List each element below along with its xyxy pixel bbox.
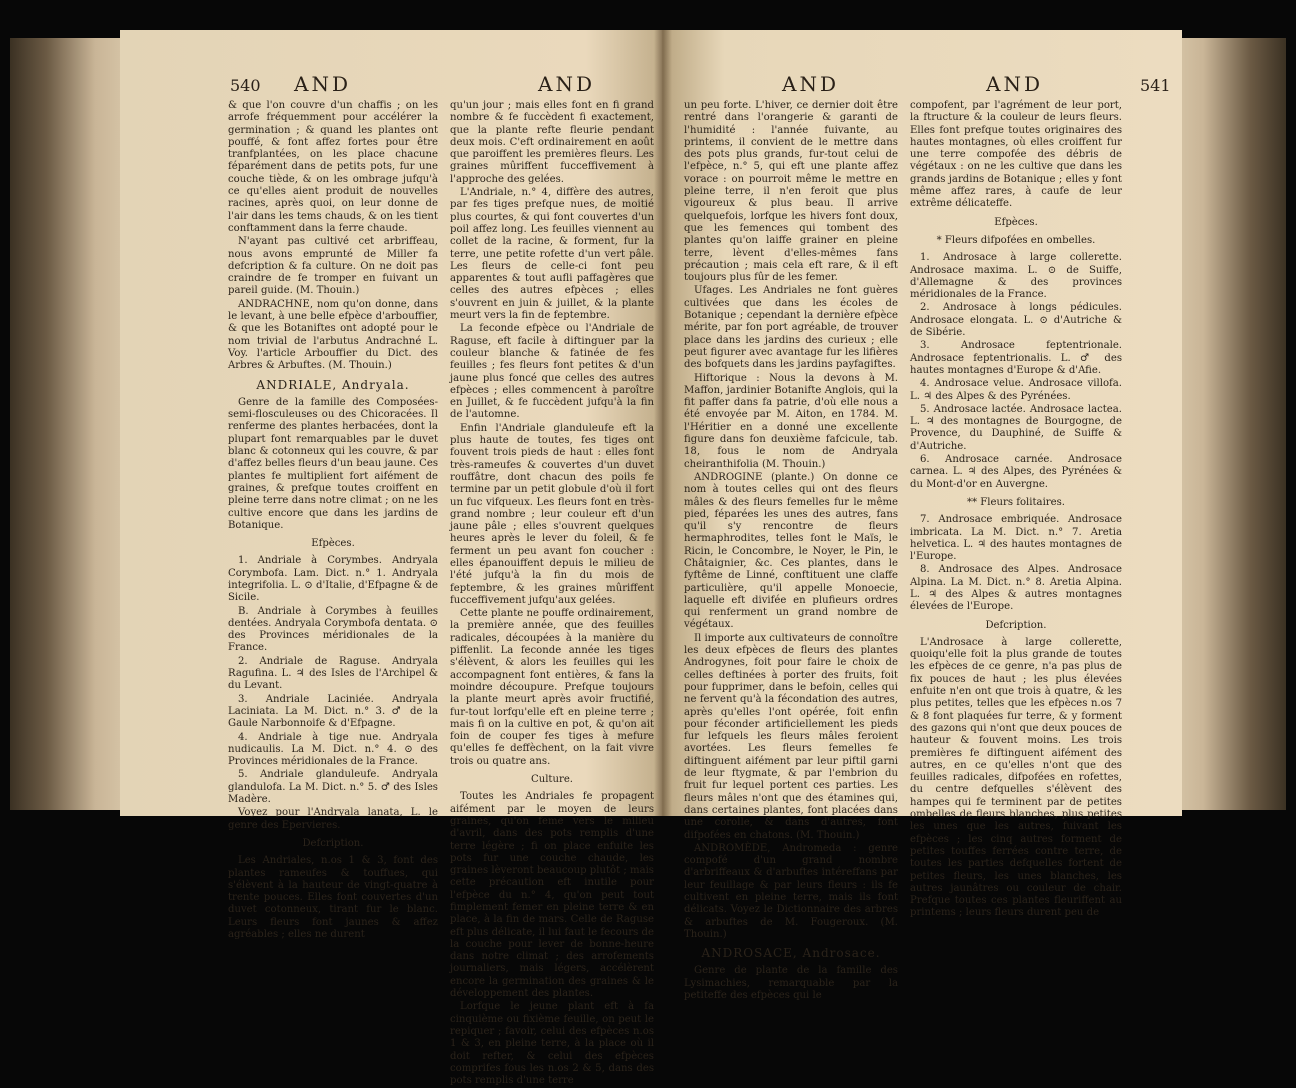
paragraph: & que l'on couvre d'un chaffis ; on les arrofe fréquemment pour accélérer la germination ; & quand les plantes ont pouffé, & font affez fortes pour être tranfplantées, on les place chacune féparément dans de petits pots, fur une couche tiède, & on les ombrage jufqu'à ce qu'elles aient produit de nouvelles racines, après quoi, on leur donne de l'air dans les tems chauds, & on les tient conftamment dans la ferre chaude.: [228, 100, 438, 234]
text-column-2: [450, 100, 654, 1088]
subsection-heading: ** Fleurs folitaires.: [967, 496, 1065, 508]
species-entry: 4. Andriale à tige nue. Andryala nudicaulis. La M. Dict. n.° 4. ⊙ des Provinces méridionales de la France.: [228, 731, 438, 768]
section-heading: Culture.: [530, 774, 574, 786]
species-entry: 4. Androsace velue. Androsace villofa. L. ♃ des Alpes & des Pyrénées.: [910, 378, 1122, 402]
paragraph: L'Androsace à large collerette, quoiqu'elle foit la plus grande de toutes les efpèces de ce genre, n'a pas plus de fix pouces de haut ; les plus élevées enfuite n'en ont que trois à quatre, & les plus petites, telles que les efpèces n.os 7 & 8 font plaquées fur terre, & y forment des gazons qui n'ont que deux pouces de hauteur & fouvent moins. Les trois premières fe diftinguent aifément des autres, en ce qu'elles n'ont que des feuilles radicales, difpofées en rofettes, du centre defquelles s'élèvent des hampes qui fe terminent par de petites ombelles de fleurs blanches, plus petites les unes que les autres, fuivant les efpèces ; les cinq autres forment de petites touffes ferrées contre terre, de toutes les parties defquelles fortent de petites fleurs, les unes blanches, les autres jaunâtres ou couleur de chair. Prefque toutes ces plantes fleuriffent au printems ; leurs fleurs durent peu de: [910, 636, 1122, 919]
paragraph: Il importe aux cultivateurs de connoître les deux efpèces de fleurs des plantes Androgynes, foit pour faire le choix de celles deftinées à porter des fruits, foit pour fupprimer, dans le befoin, celles qui ne fervent qu'à la fécondation des autres, après qu'elles l'ont opérée, foit enfin pour féconder artificiellement les pieds fur lefquels les fleurs mâles feroient avortées. Les fleurs femelles fe diftinguent aifément par leur piftil garni de leur ftygmate, & par l'embrion du fruit fur lequel portent ces parties. Les fleurs mâles n'ont que des étamines qui, dans certaines plantes, font placées dans une corolle, & dans d'autres, font difpofées en chatons. (M. Thouin.): [684, 632, 898, 841]
left-page: [120, 30, 668, 1087]
running-head: AND: [538, 72, 595, 96]
paragraph: Toutes les Andriales fe propagent aifément par le moyen de leurs graines, qu'on feme vers le milieu d'avril, dans des pots remplis d'une terre légère ; fi on place enfuite les pots fur une couche chaude, les graines lèveront beaucoup plutôt ; mais cette précaution eft inutile pour l'efpèce du n.° 4, qu'on peut tout fimplement femer en pleine terre & en place, à la fin de mars. Celle de Raguse eft plus délicate, il lui faut le fecours de la couche pour lever de bonne-heure dans notre climat ; des arrofements journaliers, mais légers, accélèrent encore la germination des graines & le développement des plantes.: [450, 791, 654, 1000]
right-page: [662, 30, 1182, 1002]
paragraph: Voyez pour l'Andryala lanata, L. le genre des Epervieres.: [228, 807, 438, 831]
paragraph: Lorfque le jeune plant eft à fa cinquième ou fixième feuille, on peut le repiquer ; favoir, celui des efpèces n.os 1 & 3, en pleine terre, à la place où il doit refter, & celui des efpèces comprifes fous les n.os 2 & 5, dans des pots remplis d'une terre: [450, 1001, 654, 1087]
section-heading: Defcription.: [985, 619, 1047, 631]
section-heading: Efpèces.: [994, 216, 1038, 228]
paragraph: ANDROGINE (plante.) On donne ce nom à toutes celles qui ont des fleurs mâles & des fleurs femelles fur le même pied, féparées les unes des autres, fans qu'il s'y rencontre de fleurs hermaphrodites, telles font le Maïs, le Ricin, le Concombre, le Noyer, le Pin, le Châtaignier, &c. Ces plantes, dans le fyftême de Linné, conftituent une claffe particulière, qu'il appelle Monoecie, laquelle eft divifée en plufieurs ordres qui renferment un grand nombre de végétaux.: [684, 471, 898, 631]
paragraph: La feconde efpèce ou l'Andriale de Raguse, eft facile à diftinguer par la couleur blanche & fatinée de fes feuilles ; fes fleurs font petites & d'un jaune plus foncé que celles des autres efpèces ; elles commencent à paroître en Juillet, & fe fuccèdent jufqu'à la fin de l'automne.: [450, 323, 654, 421]
paragraph: ANDROMÈDE, Andromeda : genre compofé d'un grand nombre d'arbriffeaux & d'arbuftes intéreffans par leur feuillage & par leurs fleurs : ils fe cultivent en pleine terre, mais ils font délicats. Voyez le Dictionnaire des arbres & arbuftes de M. Fougeroux. (M. Thouin.): [684, 842, 898, 940]
paragraph: Cette plante ne pouffe ordinairement, la première année, que des feuilles radicales, découpées à la manière du piffenlit. La feconde année les tiges s'élèvent, & alors les feuilles qui les accompagnent font entières, & fans la moindre découpure. Prefque toujours la plante meurt après avoir fructifié, fur-tout lorfqu'elle eft en pleine terre ; mais fi on la cultive en pot, & qu'on ait foin de couper fes tiges à mefure qu'elles fe deffèchent, on la fait vivre trois ou quatre ans.: [450, 608, 654, 767]
text-column-1: [228, 100, 438, 942]
page-number: 540: [230, 76, 261, 95]
species-entry: 2. Andriale de Raguse. Andryala Ragufina. L. ♃ des Isles de l'Archipel & du Levant.: [228, 655, 438, 692]
text-column-1: [684, 100, 898, 1003]
paragraph: Les Andriales, n.os 1 & 3, font des plantes rameufes & touffues, qui s'élèvent à la hauteur de vingt-quatre à trente pouces. Elles font couvertes d'un duvet cotonneux, tirant fur le blanc. Leurs fleurs font jaunes & affez agréables ; elles ne durent: [228, 855, 438, 940]
section-heading: Defcription.: [302, 837, 364, 849]
paragraph: Enfin l'Andriale glanduleufe eft la plus haute de toutes, fes tiges ont fouvent trois pieds de haut : elles font très-rameufes & couvertes d'un duvet rouffâtre, dont chacun des poils fe termine par un petit globule d'où il fort un fuc vifqueux. Les fleurs font en très-grand nombre ; leur couleur eft d'un jaune pâle ; elles s'ouvrent quelques heures après le lever du foleil, & fe ferment un peu avant fon coucher : elles épanouiffent depuis le milieu de l'été jufqu'à la fin du mois de feptembre, & les graines mûriffent fucceffivement jufqu'aux gelées.: [450, 422, 654, 606]
book-spread: [10, 30, 1286, 1087]
left-page-edges: [10, 38, 132, 810]
running-head: AND: [294, 72, 351, 96]
entry-heading: ANDROSACE, Androsace.: [701, 946, 881, 961]
paragraph: un peu forte. L'hiver, ce dernier doit être rentré dans l'orangerie & garanti de l'humidité : l'année fuivante, au printems, il convient de le mettre dans des pots plus grands, fur-tout celui de l'efpèce, n.° 5, qui eft une plante affez vorace : on pourroit même le mettre en pleine terre, il n'en feroit que plus vigoureux & plus beau. Il arrive quelquefois, lorfque les hivers font doux, que les femences qui tombent des plantes qu'on laiffe grainer en pleine terre, lèvent d'elles-mêmes fans précaution ; mais cela eft rare, & il eft toujours plus fûr de les femer.: [684, 100, 898, 284]
species-entry: 5. Andriale glanduleufe. Andryala glandulofa. La M. Dict. n.° 5. ♂ des Isles Madère.: [228, 769, 438, 806]
species-entry: 8. Androsace des Alpes. Androsace Alpina. La M. Dict. n.° 8. Aretia Alpina. L. ♃ des Alpes & autres montagnes élevées de l'Europe.: [910, 564, 1122, 613]
paragraph: Ufages. Les Andriales ne font guères cultivées que dans les écoles de Botanique ; cependant la dernière efpèce mérite, par fon port agréable, de trouver place dans les jardins des curieux ; elle peut figurer avec avantage fur les lifières des bofquets dans les jardins payfagiftes.: [684, 285, 898, 371]
book-gutter: [654, 30, 672, 816]
paragraph: compofent, par l'agrément de leur port, la ftructure & la couleur de leurs fleurs. Elles font prefque toutes originaires des hautes montagnes, où elles croiffent fur une terre compofée des débris de végétaux : on ne les cultive que dans les grands jardins de Botanique ; elles y font même affez rares, à caufe de leur extrême délicateffe.: [910, 100, 1122, 210]
species-entry: 6. Androsace carnée. Androsace carnea. L. ♃ des Alpes, des Pyrénées & du Mont-d'or en Auvergne.: [910, 454, 1122, 490]
paragraph: L'Andriale, n.° 4, diffère des autres, par fes tiges prefque nues, de moitié plus courtes, & qui font couvertes d'un poil affez long. Les feuilles viennent au collet de la racine, & forment, fur la terre, une petite rofette d'un vert pâle. Les fleurs de celle-ci font peu apparentes & tout aufli paffagères que celles des autres efpèces ; elles s'ouvrent en juin & juillet, & la plante meurt vers la fin de feptembre.: [450, 187, 654, 322]
paragraph: ANDRACHNE, nom qu'on donne, dans le levant, à une belle efpèce d'arbouffier, & que les Botaniftes ont adopté pour le nom trivial de l'arbutus Andrachné L. Voy. l'article Arbouffier du Dict. des Arbres & Arbuftes. (M. Thouin.): [228, 298, 438, 372]
species-entry: 7. Androsace embriquée. Androsace imbricata. La M. Dict. n.° 7. Aretia helvetica. L. ♃ des hautes montagnes de l'Europe.: [910, 514, 1122, 563]
entry-heading: ANDRIALE, Andryala.: [256, 377, 410, 392]
text-column-2: [910, 100, 1122, 921]
species-entry: 2. Androsace à longs pédicules. Androsace elongata. L. ⊙ d'Autriche & de Sibérie.: [910, 302, 1122, 339]
paragraph: N'ayant pas cultivé cet arbriffeau, nous avons emprunté de Miller fa defcription & fa culture. On ne doit pas craindre de fe tromper en fuivant un pareil guide. (M. Thouin.): [228, 236, 438, 297]
running-head: AND: [782, 72, 839, 96]
species-entry: 3. Androsace feptentrionale. Androsace feptentrionalis. L. ♂ des hautes montagnes d'Europe & d'Afie.: [910, 340, 1122, 376]
species-entry: B. Andriale à Corymbes à feuilles dentées. Andryala Corymbofa dentata. ⊙ des Provinces méridionales de la France.: [228, 605, 438, 654]
species-entry: 3. Andriale Laciniée. Andryala Laciniata. La M. Dict. n.° 3. ♂ de la Gaule Narbonnoife & d'Efpagne.: [228, 693, 438, 730]
paragraph: Genre de plante de la famille des Lysimachies, remarquable par la petiteffe des efpèces qui le: [684, 965, 898, 1002]
species-entry: 1. Androsace à large collerette. Androsace maxima. L. ⊙ de Suiffe, d'Allemagne & des provinces méridionales de la France.: [910, 252, 1122, 301]
right-page-edges: [1168, 38, 1286, 810]
paragraph: Hiftorique : Nous la devons à M. Maffon, jardinier Botanifte Anglois, qui la fit paffer dans fa patrie, d'où elle nous a été envoyée par M. Aiton, en 1784. M. l'Héritier en a donné une excellente figure dans fon deuxième fafcicule, tab. 18, fous le nom de Andryala cheiranthifolia (M. Thouin.): [684, 372, 898, 470]
page-number: 541: [1140, 76, 1171, 95]
species-entry: 5. Androsace lactée. Androsace lactea. L. ♃ des montagnes de Bourgogne, de Provence, du Dauphiné, de Suiffe & d'Autriche.: [910, 403, 1122, 452]
subsection-heading: * Fleurs difpofées en ombelles.: [936, 234, 1096, 246]
paragraph: Genre de la famille des Composées-semi-flosculeuses ou des Chicoracées. Il renferme des plantes herbacées, dont la plupart font remarquables par le duvet blanc & cotonneux qui les couvre, & par d'affez belles fleurs d'un beau jaune. Ces plantes fe multiplient fort aifément de graines, & prefque toutes croiffent en pleine terre dans notre climat ; on ne les cultive encore que dans les jardins de Botanique.: [228, 396, 438, 531]
species-entry: 1. Andriale à Corymbes. Andryala Corymbofa. Lam. Dict. n.° 1. Andryala integrifolia. L. ⊙ d'Italie, d'Efpagne & de Sicile.: [228, 555, 438, 604]
paragraph: qu'un jour ; mais elles font en fi grand nombre & fe fuccèdent fi exactement, que la plante refte fleurie pendant deux mois. C'eft ordinairement en août que paroiffent les premières fleurs. Les graines mûriffent fucceffivement à l'approche des gelées.: [450, 100, 654, 185]
section-heading: Efpèces.: [311, 538, 355, 550]
running-head: AND: [986, 72, 1043, 96]
